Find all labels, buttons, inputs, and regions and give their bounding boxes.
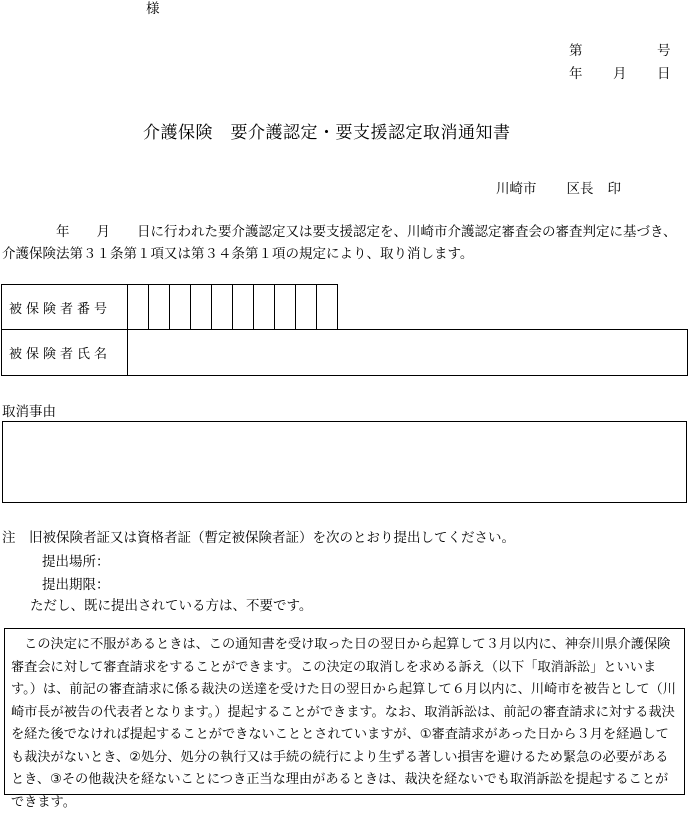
insured-number-label: 被保険者番号 (2, 285, 128, 330)
insured-number-digit (275, 285, 296, 330)
issuer-city: 川崎市 (496, 181, 537, 197)
reason-label: 取消事由 (2, 404, 56, 420)
insured-number-table (1, 284, 338, 330)
addressee-suffix: 様 (146, 1, 160, 17)
date-month: 月 (613, 66, 627, 82)
date-day: 日 (657, 66, 671, 82)
insured-number-digit (233, 285, 254, 330)
insured-name-value (128, 330, 688, 376)
insured-name-label: 被保険者氏名 (2, 330, 128, 376)
submission-deadline-label: 提出期限： (42, 577, 110, 593)
appeal-notice: この決定に不服があるときは、この通知書を受け取った日の翌日から起算して３月以内に、神奈川県介護保険審査会に対して審査請求をすることができます。この決定の取消しを求める訴え（以下「取消訴訟」といいます。）は、前記の審査請求に係る裁決の送達を受けた日の翌日から起算して６月以内に、川崎市を被告として（川崎市長が被告の代表者となります。）提起することができます。なお、取消訴訟は、前記の審査請求に対する裁決を経た後でなければ提起することができないこととされていますが、①審査請求があった日から３月を経過しても裁決がないとき、②処分、処分の執行又は手続の続行により生ずる著しい損害を避けるため緊急の必要があるとき、③その他裁決を経ないことにつき正当な理由があるときは、裁決を経ないでも取消訴訟を提起することができます。 (4, 628, 685, 795)
issuer-mayor: 区長 (566, 181, 594, 197)
seal-mark: 印 (607, 181, 621, 197)
body-text: 年 月 日に行われた要介護認定又は要支援認定を、川崎市介護認定審査会の審査判定に基づき、介護保険法第３１条第１項又は第３４条第１項の規定により、取り消します。 (2, 224, 677, 262)
insured-name-table (1, 329, 688, 376)
date-year: 年 (569, 66, 583, 82)
reason-box (2, 421, 687, 503)
insured-number-digit (149, 285, 170, 330)
insured-number-digit (212, 285, 233, 330)
page-title: 介護保険 要介護認定・要支援認定取消通知書 (143, 123, 511, 143)
number-suffix: 号 (657, 43, 671, 59)
note-text: 注 旧被保険者証又は資格者証（暫定被保険者証）を次のとおり提出してください。 (2, 530, 515, 546)
insured-number-digit (170, 285, 191, 330)
number-prefix: 第 (569, 43, 583, 59)
insured-number-digit (191, 285, 212, 330)
insured-number-digit (128, 285, 149, 330)
insured-number-digit (317, 285, 338, 330)
submission-place-label: 提出場所： (42, 554, 110, 570)
proviso-text: ただし、既に提出されている方は、不要です。 (30, 598, 313, 614)
insured-number-digit (254, 285, 275, 330)
insured-number-digit (296, 285, 317, 330)
issuer (496, 177, 621, 197)
